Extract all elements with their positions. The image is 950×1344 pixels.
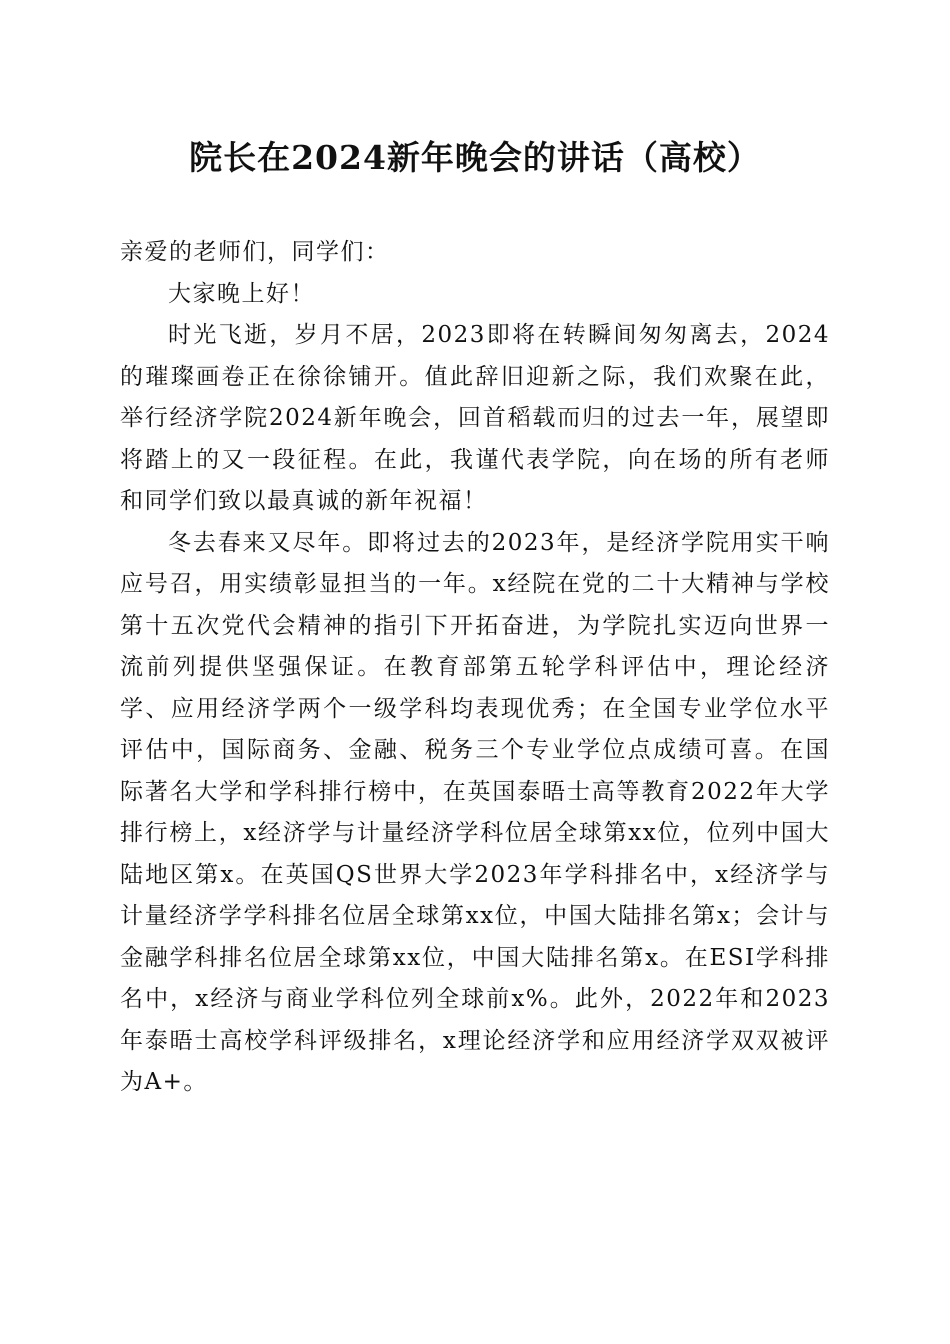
paragraph-achievements: 冬去春来又尽年。即将过去的2023年，是经济学院用实干响应号召，用实绩彰显担当的一年。x经院在党的二十大精神与学校第十五次党代会精神的指引下开拓奋进，为学院扎实迈向世界一流前列提供坚强保证。在教育部第五轮学科评估中，理论经济学、应用经济学两个一级学科均表现优秀；在全国专业学位水平评估中，国际商务、金融、税务三个专业学位点成绩可喜。在国际著名大学和学科排行榜中，在英国泰晤士高等教育2022年大学排行榜上，x经济学与计量经济学科位居全球第xx位，位列中国大陆地区第x。在英国QS世界大学2023年学科排名中，x经济学与计量经济学学科排名位居全球第xx位，中国大陆排名第x；会计与金融学科排名位居全球第xx位，中国大陆排名第x。在ESI学科排名中，x经济与商业学科位列全球前x%。此外，2022年和2023年泰晤士高校学科评级排名，x理论经济学和应用经济学双双被评为A+。 [120,529,830,1095]
paragraph-new-year-wishes: 时光飞逝，岁月不居，2023即将在转瞬间匆匆离去，2024的璀璨画卷正在徐徐铺开。值此辞旧迎新之际，我们欢聚在此，举行经济学院2024新年晚会，回首稻载而归的过去一年，展望即将踏上的又一段征程。在此，我谨代表学院，向在场的所有老师和同学们致以最真诚的新年祝福！ [120,322,830,514]
document-body [120,232,830,1104]
document-title: 院长在2024新年晚会的讲话（高校） [189,138,761,177]
salutation: 亲爱的老师们，同学们： [120,239,390,265]
paragraph-greeting: 大家晚上好！ [168,280,315,307]
